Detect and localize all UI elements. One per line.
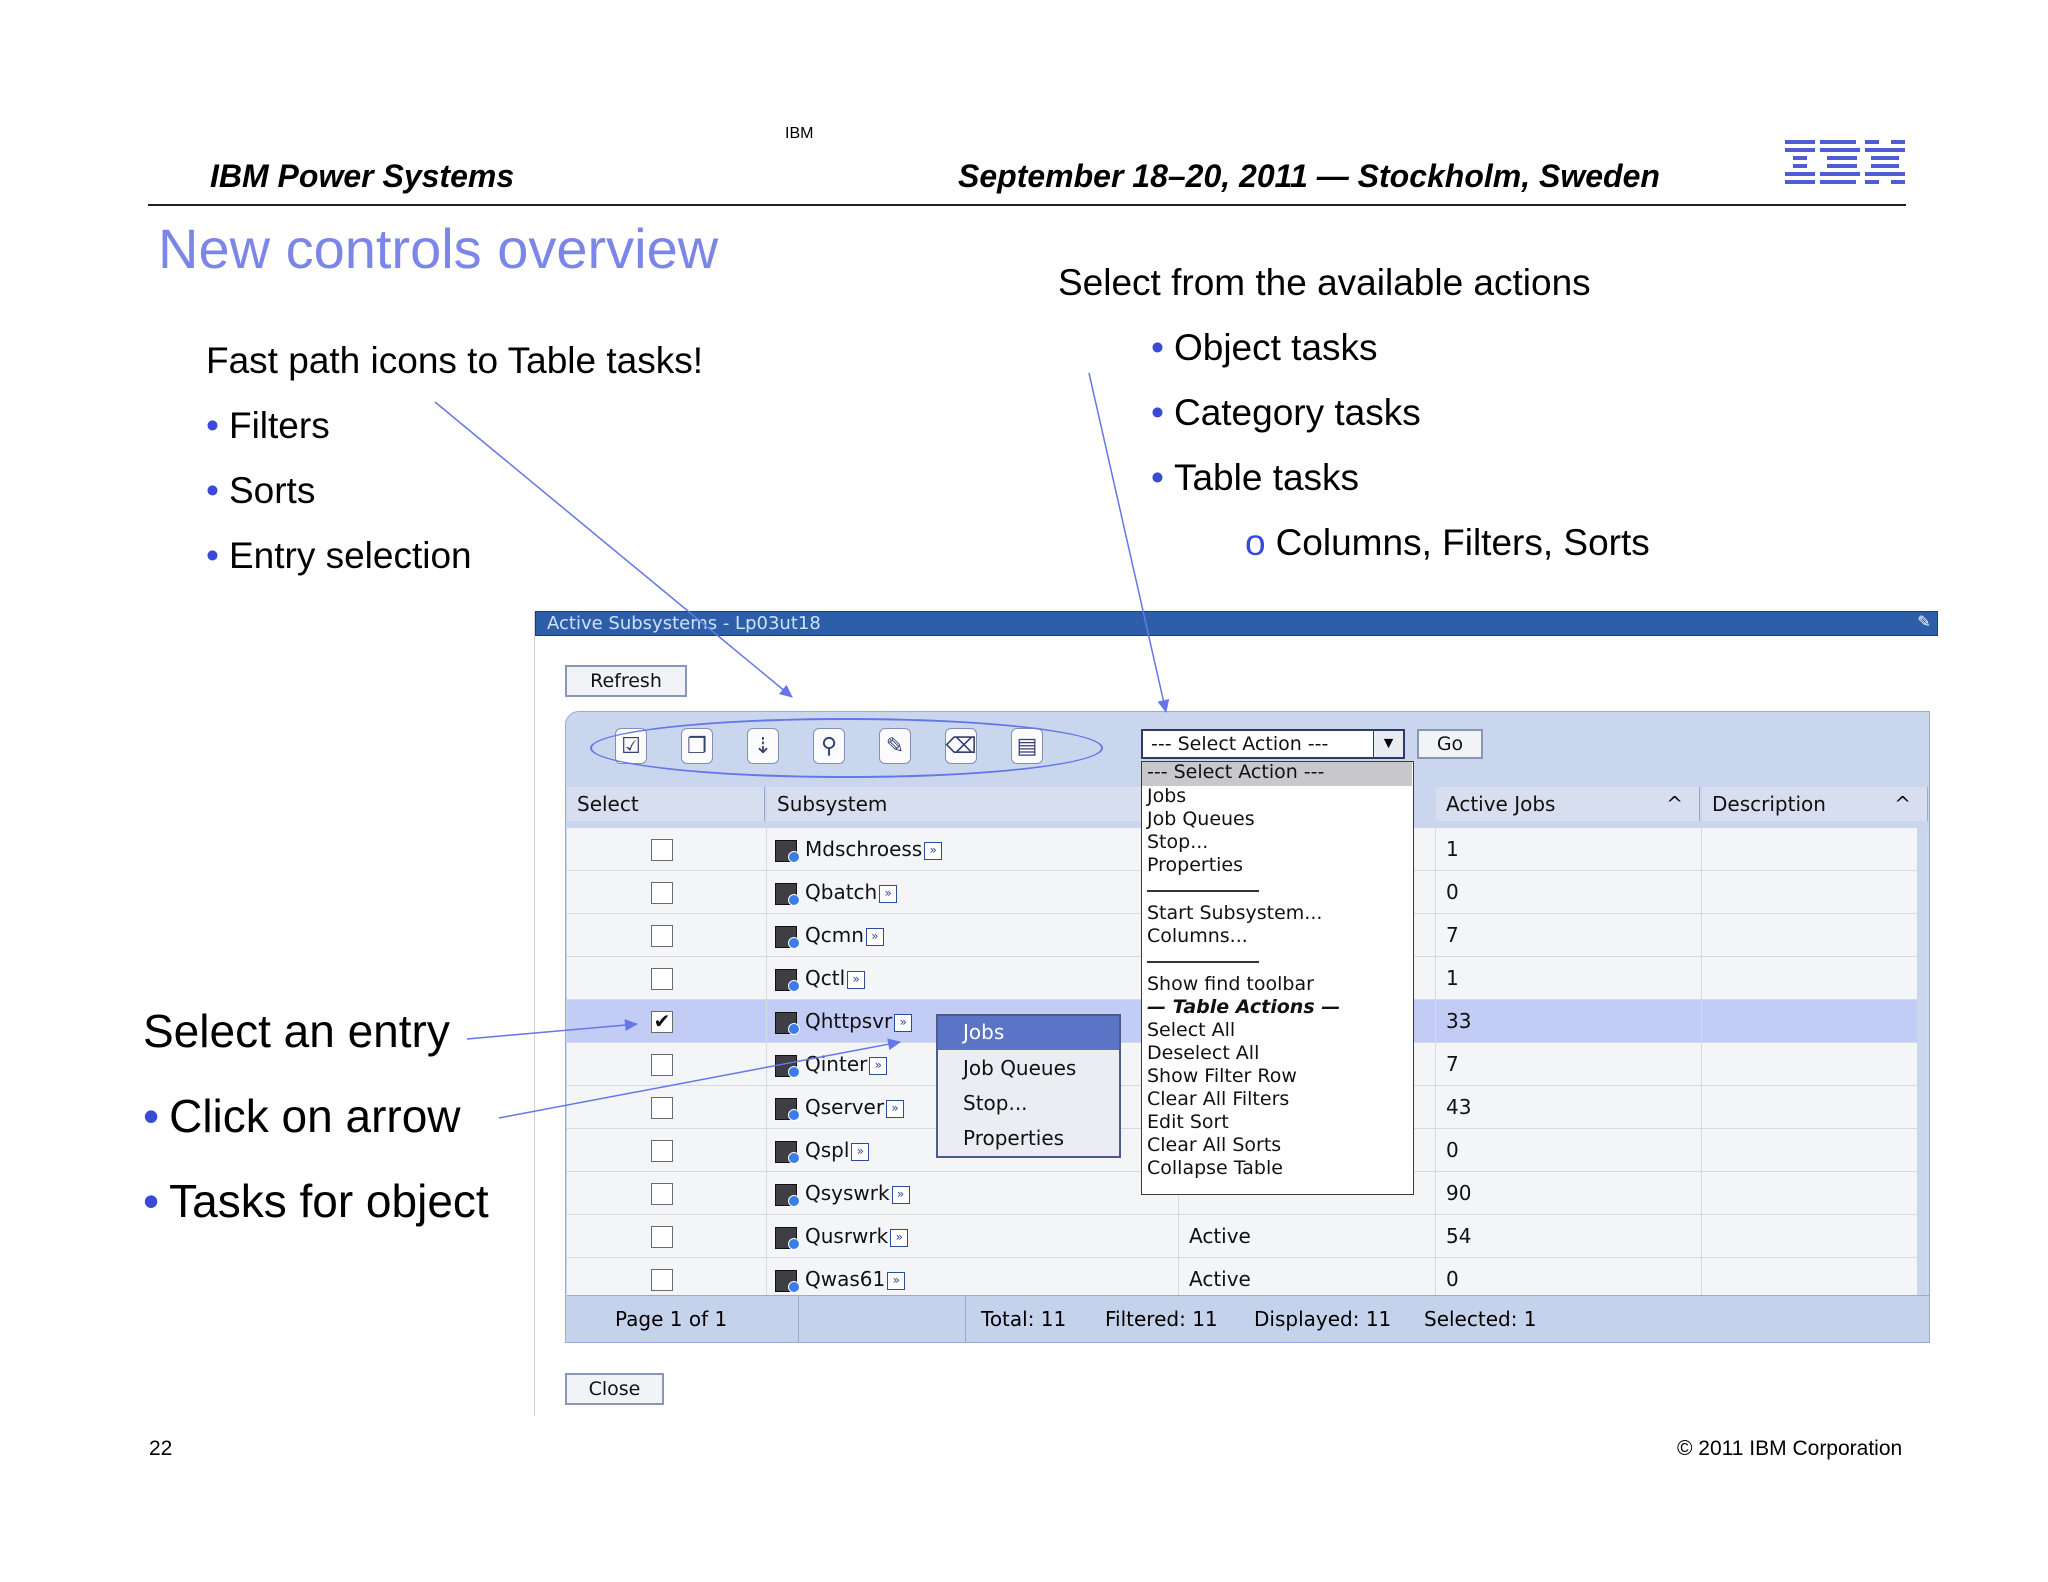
arrow-to-toolbar [435,402,792,697]
ibm-logo-text: IBM [785,125,814,142]
context-item-properties[interactable]: Properties [963,1126,1065,1150]
edit-pencil-icon[interactable]: ✎ [1917,614,1931,631]
deselect-all-icon[interactable]: ❐ [681,728,713,764]
dropdown-header[interactable]: --- Select Action --- [1147,761,1325,783]
checkbox-checked[interactable]: ✔ [651,1011,673,1033]
active-jobs-cell: 54 [1436,1215,1702,1257]
collapse-table-icon[interactable]: ▤ [1011,728,1043,764]
footer-total: Total: 11 [981,1307,1067,1331]
active-jobs-cell: 1 [1436,828,1702,870]
dropdown-item-select-all[interactable]: Select All [1147,1019,1236,1041]
dropdown-item-columns[interactable]: Columns... [1147,925,1248,947]
context-item-jobs[interactable]: Jobs [963,1020,1005,1044]
dropdown-item-show-find-toolbar[interactable]: Show find toolbar [1147,973,1314,995]
select-all-icon[interactable]: ☑ [615,728,647,764]
click-arrow-bullet: • Click on arrow [143,1090,461,1142]
row-menu-arrow-icon[interactable]: » [879,885,897,903]
subsystem-name: Qbatch [805,880,878,904]
row-menu-arrow-icon[interactable]: » [886,1100,904,1118]
col-subsystem[interactable]: Subsystem [767,787,1144,821]
dropdown-item-jobs[interactable]: Jobs [1147,785,1187,807]
active-jobs-cell: 43 [1436,1086,1702,1128]
dropdown-item-start-subsystem[interactable]: Start Subsystem... [1147,902,1323,924]
left-bullet-entry: • Entry selection [206,535,472,576]
dropdown-table-actions-heading: — Table Actions — [1147,996,1341,1018]
subsystem-name: Qsyswrk [805,1181,890,1205]
status-cell: Active [1179,1258,1436,1300]
col-select[interactable]: Select [567,787,765,821]
subsystem-name: Qspl [805,1138,850,1162]
dropdown-item-deselect-all[interactable]: Deselect All [1147,1042,1260,1064]
subsystem-name: Mdschroess [805,837,923,861]
row-menu-arrow-icon[interactable]: » [847,971,865,989]
dropdown-item-clear-all-sorts[interactable]: Clear All Sorts [1147,1134,1282,1156]
left-bullet-filters: • Filters [206,405,330,446]
arrow-to-row-arrow [499,1042,900,1118]
right-bullet-object: • Object tasks [1151,327,1378,368]
status-cell: Active [1179,1215,1436,1257]
row-menu-arrow-icon[interactable]: » [866,928,884,946]
arrow-to-select-action [1089,373,1166,712]
subsystem-name: Qserver [805,1095,885,1119]
row-menu-arrow-icon[interactable]: » [924,842,942,860]
active-jobs-cell: 1 [1436,957,1702,999]
subsystem-name: Qcmn [805,923,864,947]
header-center: September 18–20, 2011 — Stockholm, Sweden [958,158,1660,194]
filter-row-icon[interactable]: ⇣ [747,728,779,764]
active-jobs-cell: 7 [1436,1043,1702,1085]
edit-sort-icon[interactable]: ✎ [879,728,911,764]
go-button[interactable]: Go [1417,729,1483,759]
header-left: IBM Power Systems [210,158,515,194]
right-sub-bullet: o Columns, Filters, Sorts [1245,522,1650,563]
select-entry-heading: Select an entry [143,1005,450,1057]
arrow-to-checkbox [467,1024,637,1039]
right-bullet-table: • Table tasks [1151,457,1360,498]
copyright: © 2011 IBM Corporation [1677,1437,1903,1460]
row-menu-arrow-icon[interactable]: » [894,1014,912,1032]
sort-up-icon[interactable]: ^ [1894,792,1911,816]
chevron-down-icon[interactable]: ▼ [1373,731,1403,757]
active-jobs-cell: 33 [1436,1000,1702,1042]
row-menu-arrow-icon[interactable]: » [851,1143,869,1161]
subsystem-name: Qinter [805,1052,868,1076]
dropdown-item-stop[interactable]: Stop... [1147,831,1209,853]
left-intro: Fast path icons to Table tasks! [206,340,704,381]
clear-filters-icon[interactable]: ⚲ [813,728,845,764]
dropdown-item-show-filter-row[interactable]: Show Filter Row [1147,1065,1297,1087]
subsystem-name: Qusrwrk [805,1224,889,1248]
clear-sorts-icon[interactable]: ⌫ [945,728,977,764]
subsystem-name: Qwas61 [805,1267,886,1291]
sort-up-icon[interactable]: ^ [1666,792,1683,816]
row-menu-arrow-icon[interactable]: » [887,1272,905,1290]
subsystem-name: Qctl [805,966,846,990]
col-active-jobs[interactable]: Active Jobs ^ [1436,787,1700,821]
active-jobs-cell: 0 [1436,871,1702,913]
right-intro: Select from the available actions [1058,262,1591,303]
active-jobs-cell: 7 [1436,914,1702,956]
col-description[interactable]: Description ^ [1702,787,1928,821]
active-jobs-cell: 90 [1436,1172,1702,1214]
dropdown-item-edit-sort[interactable]: Edit Sort [1147,1111,1229,1133]
row-menu-arrow-icon[interactable]: » [892,1186,910,1204]
footer-displayed: Displayed: 11 [1254,1307,1392,1331]
close-button[interactable]: Close [565,1373,664,1405]
dropdown-item-collapse-table[interactable]: Collapse Table [1147,1157,1283,1179]
slide-title: New controls overview [158,217,719,280]
refresh-button[interactable]: Refresh [565,665,687,697]
page-number: 22 [149,1437,173,1460]
footer-selected: Selected: 1 [1424,1307,1537,1331]
dropdown-item-properties[interactable]: Properties [1147,854,1244,876]
select-action-dropdown[interactable]: --- Select Action --- [1141,729,1405,759]
context-item-job-queues[interactable]: Job Queues [963,1056,1077,1080]
active-jobs-cell: 0 [1436,1258,1702,1300]
dropdown-item-job-queues[interactable]: Job Queues [1147,808,1255,830]
page-indicator: Page 1 of 1 [567,1296,799,1343]
left-bullet-sorts: • Sorts [206,470,316,511]
active-jobs-cell: 0 [1436,1129,1702,1171]
dropdown-item-clear-all-filters[interactable]: Clear All Filters [1147,1088,1290,1110]
right-bullet-category: • Category tasks [1151,392,1421,433]
tasks-object-bullet: • Tasks for object [143,1175,489,1227]
row-menu-arrow-icon[interactable]: » [890,1229,908,1247]
window-titlebar: Active Subsystems - Lp03ut18 [535,611,1938,636]
row-menu-arrow-icon[interactable]: » [869,1057,887,1075]
context-item-stop[interactable]: Stop... [963,1091,1028,1115]
subsystem-name: Qhttpsvr [805,1009,893,1033]
footer-filtered: Filtered: 11 [1105,1307,1218,1331]
